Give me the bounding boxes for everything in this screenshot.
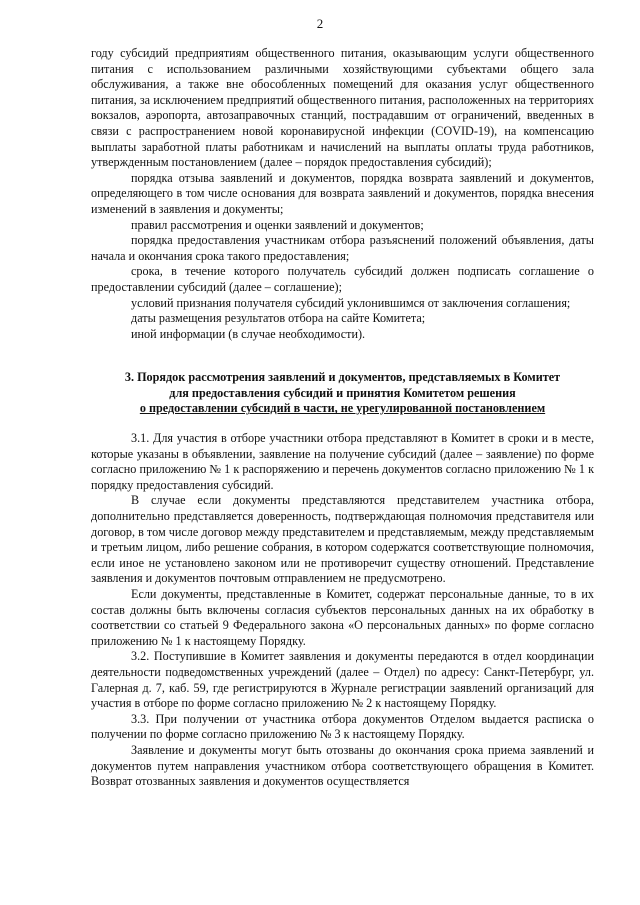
paragraph: Заявление и документы могут быть отозваны до окончания срока приема заявлений и документов путем направления участником отбора соответствующего обращения в Комитет. Возврат отозванных заявления и документов осуществляется — [91, 742, 594, 789]
paragraph: 3.3. При получении от участника отбора документов Отделом выдается расписка о получении по форме согласно приложению № 3 к настоящему Порядку. — [91, 711, 594, 742]
page-number: 2 — [316, 16, 324, 31]
paragraph: порядка отзыва заявлений и документов, порядка возврата заявлений и документов, определяющего в том числе основания для возврата заявлений и документов, порядка внесения изменений в заявления и документы; — [91, 170, 594, 216]
paragraph: году субсидий предприятиям общественного питания, оказывающим услуги общественного питания с использованием различными хозяйствующими субъектами общего зала обслуживания, а также вне обособленных помещений для оказания услуг общественного питания, за исключением предприятий общественного питания, расположенных на территориях вокзалов, аэропорта, автозаправочных станций, пострадавшим от ограничений, введенных в связи с распространением новой коронавирусной инфекции (COVID-19), на компенсацию выплаты заработной платы работникам и начислений на выплаты оплаты труда работников, утвержденным постановлением (далее – порядок предоставления субсидий); — [91, 46, 594, 170]
paragraph: Если документы, представленные в Комитет, содержат персональные данные, то в их состав должны быть включены согласия субъектов персональных данных на их обработку в соответствии со статьей 9 Федерального закона «О персональных данных» по форме согласно приложению № 1 к настоящему Порядку. — [91, 587, 594, 648]
section-heading — [91, 370, 594, 417]
document-body — [91, 46, 594, 790]
section-heading-line: 3. Порядок рассмотрения заявлений и документов, представляемых в Комитет — [124, 370, 561, 385]
paragraph: порядка предоставления участникам отбора разъяснений положений объявления, даты начала и окончания срока такого предоставления; — [91, 233, 594, 263]
paragraph: даты размещения результатов отбора на сайте Комитета; — [131, 311, 426, 326]
paragraph: условий признания получателя субсидий уклонившимся от заключения соглашения; — [131, 295, 571, 310]
paragraph: срока, в течение которого получатель субсидий должен подписать соглашение о предоставлении субсидий (далее – соглашение); — [91, 264, 594, 294]
paragraph: 3.2. Поступившие в Комитет заявления и документы передаются в отдел координации деятельности подведомственных учреждений (далее – Отдел) по адресу: Санкт-Петербург, ул. Галерная д. 7, каб. 59, где регистрируются в Журнале регистрации заявлений организаций для участия в отборе по форме согласно приложению № 2 к настоящему Порядку. — [91, 649, 594, 711]
section-heading-line: для предоставления субсидий и принятия Комитетом решения — [169, 385, 516, 400]
paragraph: В случае если документы представляются представителем участника отбора, дополнительно представляется доверенность, подтверждающая полномочия представителя или договор, в том числе договор между представителем и представляемым, между представляемым и третьим лицом, либо решение собрания, в котором содержатся соответствующие полномочия, если иное не установлено законом или не противоречит существу отношений. Представление заявления и документов почтовым отправлением не предусмотрено. — [91, 493, 594, 586]
paragraph: иной информации (в случае необходимости). — [131, 326, 366, 341]
paragraph: 3.1. Для участия в отборе участники отбора представляют в Комитет в сроки и в месте, которые указаны в объявлении, заявление на получение субсидий (далее – заявление) по форме согласно приложению № 1 к распоряжению и перечень документов согласно приложению № 1 к порядку предоставления субсидий. — [91, 431, 594, 492]
paragraph: правил рассмотрения и оценки заявлений и документов; — [131, 217, 424, 232]
section-heading-line: о предоставлении субсидий в части, не урегулированной постановлением — [139, 401, 546, 416]
